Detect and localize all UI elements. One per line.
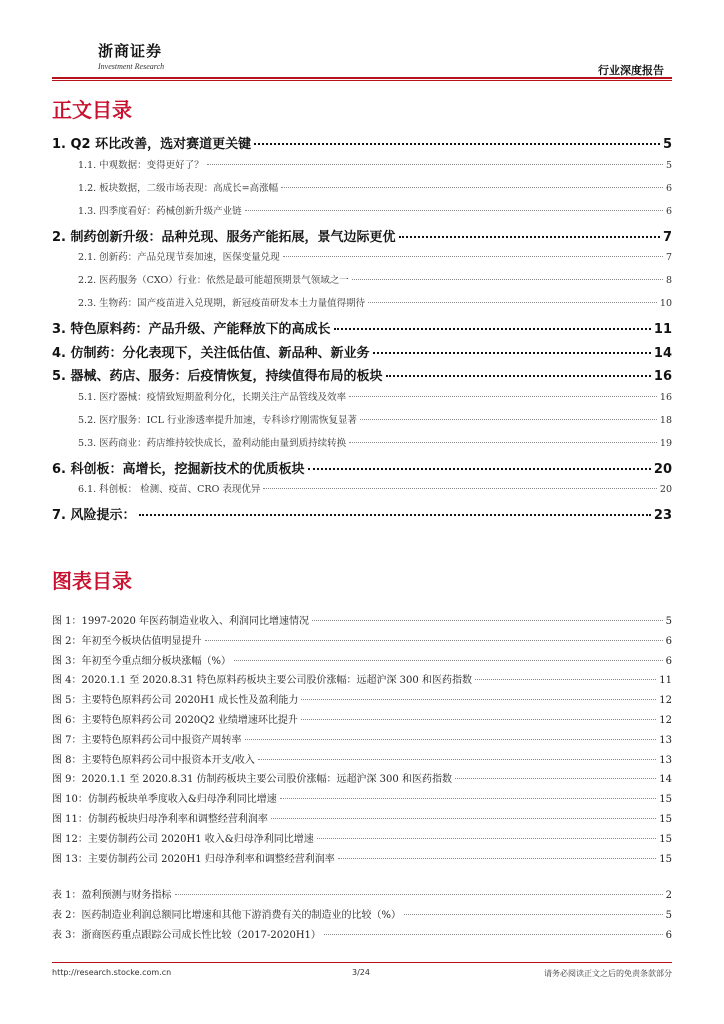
dot-leader	[301, 699, 656, 700]
toc-section-entry-page: 19	[659, 437, 672, 449]
figure-entry-page: 15	[659, 853, 672, 865]
figure-entry-text: 图 9：2020.1.1 至 2020.8.31 仿制药板块主要公司股价涨幅：远超沪深 300 和医药指数	[52, 774, 452, 786]
figure-entry-page: 14	[659, 774, 672, 786]
table-entry[interactable]	[52, 926, 672, 946]
figure-entry-page: 15	[659, 833, 672, 845]
toc-section-entry-text: 1.1. 中观数据：变得更好了？	[78, 159, 204, 171]
toc-section-entry[interactable]	[52, 272, 672, 295]
figure-entry[interactable]	[52, 632, 672, 652]
dot-leader	[404, 914, 663, 915]
toc-section-entry-text: 2.1. 创新药：产品兑现节奏加速，医保变量兑现	[78, 252, 280, 263]
figure-entry-text: 图 12：主要仿制药公司 2020H1 收入&归母净利同比增速	[52, 833, 314, 845]
dot-leader	[263, 488, 657, 489]
figure-entry-text: 图 11：仿制药板块归母净利率和调整经营利润率	[52, 813, 268, 825]
toc-chapter-entry-page: 11	[653, 322, 672, 337]
dot-leader	[175, 894, 663, 895]
toc-section-entry[interactable]	[52, 412, 672, 435]
toc-chapter-entry-page: 16	[653, 369, 672, 384]
toc-section-entry[interactable]	[52, 295, 672, 318]
toc-section-entry-text: 5.1. 医疗器械：疫情致短期盈利分化，长期关注产品管线及效率	[78, 391, 347, 403]
toc-section-entry[interactable]	[52, 203, 672, 226]
table-entry[interactable]	[52, 906, 672, 926]
figure-entry-page: 5	[665, 616, 672, 627]
dot-leader	[334, 328, 651, 330]
toc-chapter-entry-text: 4. 仿制药：分化表现下，关注低估值、新品种、新业务	[52, 345, 370, 361]
toc-chapter-entry[interactable]	[52, 226, 672, 250]
figure-entry-page: 11	[659, 675, 672, 687]
toc-section-entry[interactable]	[52, 481, 672, 504]
figure-entry[interactable]	[52, 810, 672, 830]
footer-divider	[52, 962, 672, 963]
dot-leader	[352, 279, 663, 280]
toc-chapter-entry-text: 7. 风险提示：	[52, 508, 136, 523]
figure-list	[52, 612, 672, 869]
figure-entry[interactable]	[52, 652, 672, 672]
figure-entry-page: 13	[659, 734, 672, 746]
dot-leader	[258, 759, 656, 760]
toc-section-entry-text: 1.2. 板块数据，二级市场表现：高成长=高涨幅	[78, 182, 279, 194]
toc-chapter-entry-text: 5. 器械、药店、服务：后疫情恢复，持续值得布局的板块	[52, 369, 383, 384]
toc-section-entry-page: 10	[659, 298, 672, 309]
toc-chapter-entry-page: 14	[653, 345, 672, 361]
dot-leader	[373, 352, 651, 354]
toc-chapter-entry-text: 1. Q2 环比改善，选对赛道更关键	[52, 137, 252, 152]
toc-section-entry-page: 20	[659, 484, 672, 495]
toc-section-entry-text: 6.1. 科创板： 检测、疫苗、CRO 表现优异	[78, 484, 261, 495]
table-of-contents	[52, 133, 672, 528]
header-divider	[52, 77, 672, 79]
figure-entry-text: 图 10：仿制药板块单季度收入&归母净利同比增速	[52, 794, 277, 806]
toc-section-entry[interactable]	[52, 180, 672, 203]
figure-entry-page: 15	[659, 813, 672, 825]
figure-entry-text: 图 1：1997-2020 年医药制造业收入、利润同比增速情况	[52, 616, 309, 627]
table-entry-page: 6	[665, 929, 672, 941]
figure-entry-page: 6	[665, 635, 672, 647]
toc-chapter-entry[interactable]	[52, 504, 672, 528]
table-entry-page: 5	[665, 909, 672, 921]
figure-entry-text: 图 3：年初至今重点细分板块涨幅（%）	[52, 655, 232, 667]
figure-entry[interactable]	[52, 751, 672, 771]
toc-chapter-entry-text: 6. 科创板：高增长，挖掘新技术的优质板块	[52, 461, 305, 477]
table-entry-text: 表 1：盈利预测与财务指标	[52, 890, 172, 901]
dot-leader	[338, 858, 656, 859]
toc-section-entry-page: 7	[665, 252, 672, 263]
dot-leader	[349, 442, 657, 443]
toc-section-entry[interactable]	[52, 435, 672, 458]
logo-chinese-name: 浙商证券	[98, 42, 163, 60]
figure-entry[interactable]	[52, 711, 672, 731]
toc-chapter-entry-page: 7	[662, 229, 672, 245]
dot-leader	[283, 256, 663, 257]
toc-section-entry-text: 5.3. 医药商业：药店维持较快成长，盈利动能由量到质持续转换	[78, 437, 347, 449]
dot-leader	[475, 679, 656, 680]
table-entry-page: 2	[665, 890, 672, 901]
dot-leader	[308, 468, 651, 470]
dot-leader	[301, 719, 656, 720]
table-entry[interactable]	[52, 886, 672, 906]
dot-leader	[368, 302, 657, 303]
toc-chapter-entry-page: 20	[653, 461, 672, 477]
figure-entry[interactable]	[52, 731, 672, 751]
figure-entry[interactable]	[52, 612, 672, 632]
figure-entry[interactable]	[52, 671, 672, 691]
footer-disclaimer: 请务必阅读正文之后的免责条款部分	[544, 969, 672, 978]
figure-entry-text: 图 7：主要特色原料药公司中报资产周转率	[52, 734, 242, 746]
figure-list-title: 图表目录	[52, 569, 132, 593]
toc-section-entry-text: 1.3. 四季度看好：药械创新升级产业链	[78, 205, 242, 217]
toc-chapter-entry[interactable]	[52, 318, 672, 342]
figure-entry-text: 图 8：主要特色原料药公司中报资本开支/收入	[52, 754, 255, 766]
dot-leader	[271, 818, 656, 819]
figure-entry-page: 13	[659, 754, 672, 766]
dot-leader	[234, 660, 663, 661]
toc-section-entry[interactable]	[52, 157, 672, 180]
figure-entry-page: 12	[659, 714, 672, 726]
dot-leader	[324, 934, 663, 935]
dot-leader	[139, 514, 651, 516]
figure-entry[interactable]	[52, 830, 672, 850]
logo-english-name: Investment Research	[98, 62, 165, 71]
toc-chapter-entry[interactable]	[52, 342, 672, 366]
toc-chapter-entry[interactable]	[52, 365, 672, 389]
dot-leader	[207, 164, 663, 165]
table-entry-text: 表 2：医药制造业利润总额同比增速和其他下游消费有关的制造业的比较（%）	[52, 909, 402, 921]
dot-leader	[254, 143, 660, 145]
figure-entry-page: 12	[659, 695, 672, 707]
company-logo	[98, 40, 164, 71]
dot-leader	[312, 620, 663, 621]
dot-leader	[360, 419, 657, 420]
dot-leader	[386, 375, 651, 377]
toc-section-entry-text: 5.2. 医疗服务：ICL 行业渗透率提升加速，专科诊疗刚需恢复显著	[78, 414, 357, 426]
dot-leader	[349, 396, 657, 397]
toc-section-entry-text: 2.3. 生物药：国产疫苗进入兑现期，新冠疫苗研发本土力量值得期待	[78, 298, 366, 309]
dot-leader	[399, 236, 660, 238]
report-type-label: 行业深度报告	[598, 64, 664, 77]
table-list	[52, 886, 672, 945]
dot-leader	[280, 798, 656, 799]
figure-entry[interactable]	[52, 691, 672, 711]
figure-entry-text: 图 6：主要特色原料药公司 2020Q2 业绩增速环比提升	[52, 714, 298, 726]
figure-entry[interactable]	[52, 790, 672, 810]
dot-leader	[245, 210, 663, 211]
toc-section-entry-page: 18	[659, 414, 672, 426]
toc-title: 正文目录	[52, 98, 132, 122]
figure-entry[interactable]	[52, 850, 672, 870]
figure-entry-text: 图 5：主要特色原料药公司 2020H1 成长性及盈利能力	[52, 695, 299, 707]
toc-section-entry-page: 6	[665, 205, 672, 217]
toc-chapter-entry[interactable]	[52, 458, 672, 482]
footer-page-number: 3/24	[352, 968, 370, 977]
dot-leader	[455, 778, 656, 779]
figure-entry-text: 图 4：2020.1.1 至 2020.8.31 特色原料药板块主要公司股价涨幅：远超沪深 300 和医药指数	[52, 675, 472, 687]
toc-chapter-entry[interactable]	[52, 133, 672, 157]
toc-section-entry[interactable]	[52, 249, 672, 272]
toc-section-entry[interactable]	[52, 389, 672, 412]
toc-section-entry-page: 16	[659, 391, 672, 403]
dot-leader	[245, 739, 657, 740]
toc-chapter-entry-text: 3. 特色原料药：产品升级、产能释放下的高成长	[52, 322, 331, 337]
toc-section-entry-page: 5	[665, 159, 672, 171]
header-divider-thin	[52, 80, 672, 81]
dot-leader	[317, 838, 657, 839]
toc-chapter-entry-page: 23	[653, 508, 672, 523]
table-entry-text: 表 3：浙商医药重点跟踪公司成长性比较（2017-2020H1）	[52, 929, 321, 941]
footer-url[interactable]: http://research.stocke.com.cn	[52, 968, 172, 977]
toc-chapter-entry-page: 5	[662, 137, 672, 152]
figure-entry-text: 图 2：年初至今板块估值明显提升	[52, 635, 202, 647]
figure-entry-page: 6	[665, 655, 672, 667]
toc-section-entry-text: 2.2. 医药服务（CXO）行业：依然是最可能超预期景气领域之一	[78, 275, 349, 286]
dot-leader	[205, 640, 663, 641]
figure-entry-text: 图 13：主要仿制药公司 2020H1 归母净利率和调整经营利润率	[52, 853, 335, 865]
figure-entry[interactable]	[52, 770, 672, 790]
figure-entry-page: 15	[659, 794, 672, 806]
toc-section-entry-page: 8	[665, 275, 672, 286]
toc-chapter-entry-text: 2. 制药创新升级：品种兑现、服务产能拓展，景气边际更优	[52, 229, 396, 245]
dot-leader	[281, 187, 663, 188]
toc-section-entry-page: 6	[665, 182, 672, 194]
